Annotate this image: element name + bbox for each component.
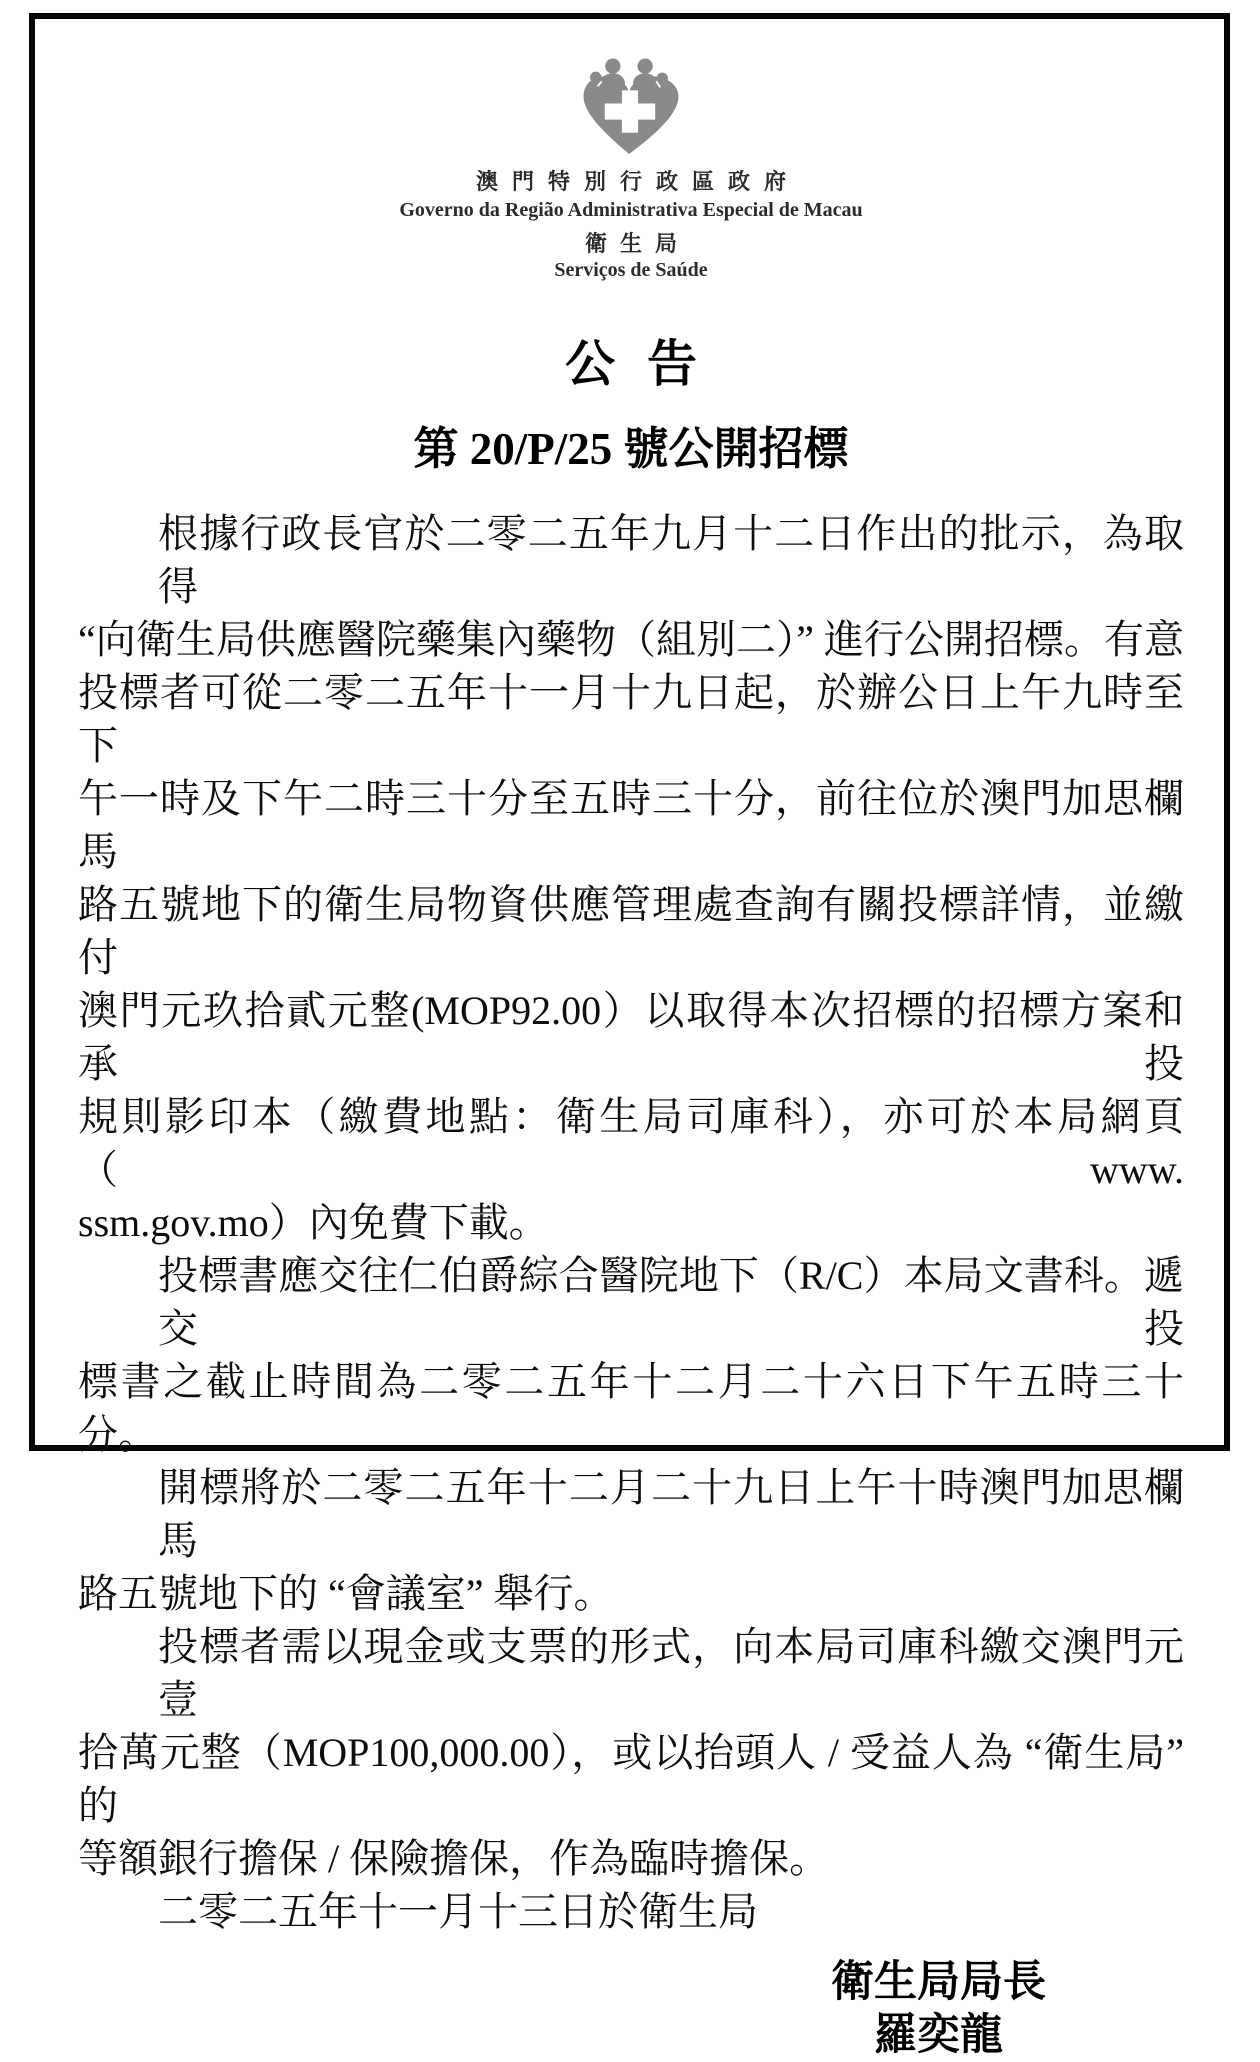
body-line: “向衛生局供應醫院藥集內藥物（組別二）” 進行公開招標。有意 [78, 617, 1184, 662]
body-line: 標書之截止時間為二零二五年十二月二十六日下午五時三十分。 [78, 1359, 1184, 1457]
department-name-chinese: 衛生局 [584, 231, 690, 256]
body-line: 拾萬元整（MOP100,000.00），或以抬頭人 / 受益人為 “衛生局” 的 [78, 1730, 1184, 1828]
signer-position-title: 衛生局局長 [831, 1959, 1046, 2006]
announcement-title: 公告 [565, 336, 729, 392]
paragraph-date [78, 1885, 1184, 1938]
body-line: 投標書應交往仁伯爵綜合醫院地下（R/C）本局文書科。遞交投 [158, 1253, 1184, 1351]
body-line: 午一時及下午二時三十分至五時三十分，前往位於澳門加思欄馬 [78, 776, 1184, 874]
body-line: 投標者可從二零二五年十一月十九日起，於辦公日上午九時至下 [78, 670, 1184, 768]
body-line: 投標者需以現金或支票的形式，向本局司庫科繳交澳門元壹 [158, 1624, 1184, 1722]
signer-name: 羅奕龍 [874, 2012, 1003, 2059]
body-line: 等額銀行擔保 / 保險擔保，作為臨時擔保。 [78, 1836, 830, 1881]
government-name-chinese: 澳門特別行政區政府 [475, 169, 800, 194]
announcement-body [78, 507, 1184, 1938]
health-bureau-heart-cross-logo-icon [579, 53, 683, 159]
signature-block [78, 1956, 1184, 2062]
paragraph-2 [78, 1249, 1184, 1461]
government-name-portuguese: Governo da Região Administrativa Especial de Macau [399, 199, 863, 221]
body-line: 路五號地下的 “會議室” 舉行。 [78, 1571, 614, 1616]
body-line: ssm.gov.mo）內免費下載。 [78, 1200, 549, 1245]
department-name-portuguese: Serviços de Saúde [554, 259, 708, 281]
tender-number-subtitle: 第 20/P/25 號公開招標 [413, 424, 849, 474]
body-line: 規則影印本（繳費地點：衛生局司庫科），亦可於本局網頁（www. [78, 1094, 1184, 1192]
body-line: 澳門元玖拾貳元整(MOP92.00）以取得本次招標的招標方案和承投 [78, 988, 1184, 1086]
body-line: 根據行政長官於二零二五年九月十二日作出的批示，為取得 [158, 511, 1184, 609]
body-line: 路五號地下的衛生局物資供應管理處查詢有關投標詳情，並繳付 [78, 882, 1184, 980]
paragraph-3 [78, 1461, 1184, 1620]
date-line: 二零二五年十一月十三日於衛生局 [158, 1889, 758, 1934]
paragraph-4 [78, 1620, 1184, 1885]
paragraph-1 [78, 507, 1184, 1249]
document-border-frame [29, 13, 1230, 2059]
body-line: 開標將於二零二五年十二月二十九日上午十時澳門加思欄馬 [158, 1465, 1184, 1563]
document-header [78, 53, 1184, 282]
